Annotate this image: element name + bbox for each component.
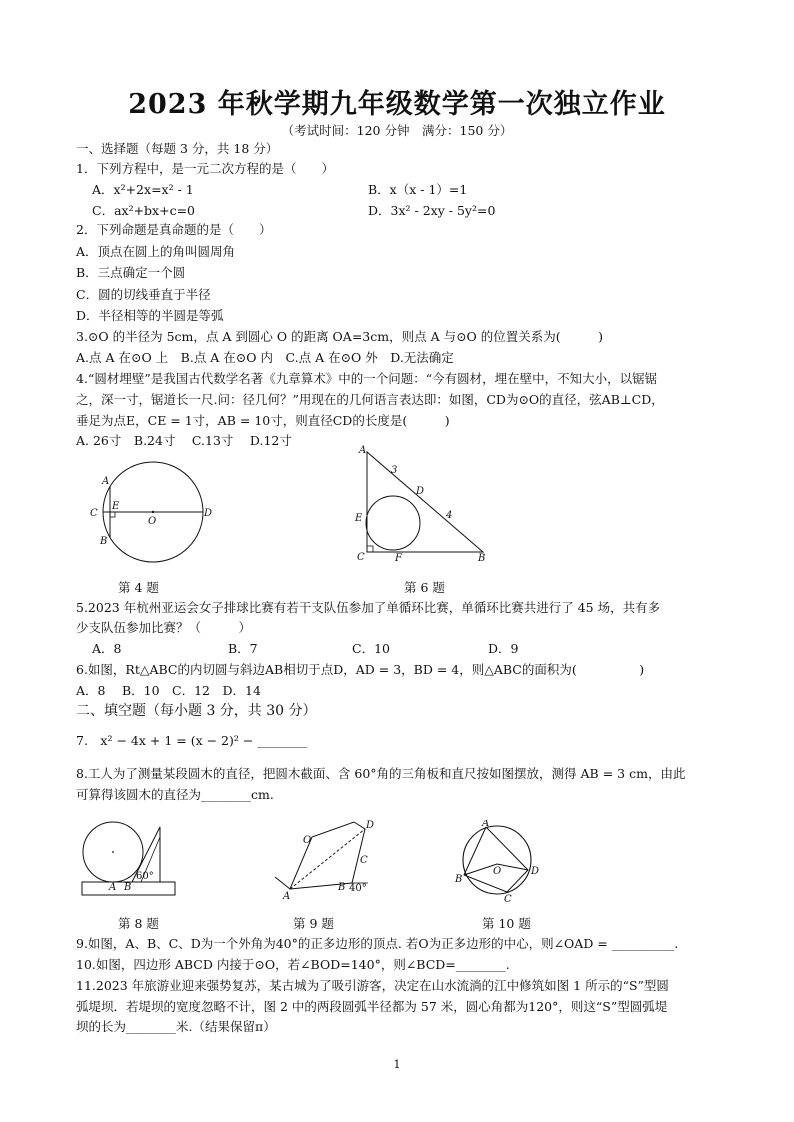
- label-a: A: [359, 445, 367, 456]
- q5-option-a: A．8: [92, 641, 122, 656]
- label-b: B: [100, 536, 108, 547]
- page-title: 2023 年秋学期九年级数学第一次独立作业: [128, 89, 666, 120]
- question-11-line-2: 弧堤坝．若堤坝的宽度忽略不计，图 2 中的两段圆弧半径都为 57 米，圆心角都为120°，则这“S”型圆弧堤: [76, 999, 668, 1014]
- label-c: C: [360, 855, 368, 866]
- q2-option-a: A．顶点在圆上的角叫圆周角: [76, 244, 236, 259]
- label-b: B: [455, 874, 463, 885]
- label-a: A: [283, 891, 291, 902]
- question-4-line-1: 4.“圆材埋壁”是我国古代数学名著《九章算术》中的一个问题：“今有圆材，埋在壁中，不知大小，以锯锯: [76, 371, 658, 386]
- label-a: A: [482, 820, 490, 829]
- label-e: E: [112, 501, 120, 512]
- label-a: A: [102, 476, 110, 487]
- q6-options: A．8 B．10 C．12 D．14: [76, 683, 261, 698]
- label-c: C: [90, 508, 98, 519]
- label-o: O: [148, 516, 157, 527]
- question-1: 1．下列方程中，是一元二次方程的是（ ）: [76, 161, 334, 176]
- q2-option-c: C．圆的切线垂直于半径: [76, 287, 211, 302]
- label-b: B: [478, 553, 486, 564]
- figure-q9-polygon: [270, 815, 385, 905]
- question-4-line-2: 之，深一寸，锯道长一尺.问：径几何？”用现在的几何语言表达即：如图，CD为⊙O的直径，弦AB⊥CD，: [76, 392, 664, 407]
- section-heading-choice: 一、选择题（每题 3 分，共 18 分）: [76, 141, 279, 156]
- question-11-line-3: 坝的长为________米.（结果保留π）: [76, 1019, 276, 1034]
- question-5-line-1: 5.2023 年杭州亚运会女子排球比赛有若干支队伍参加了单循环比赛，单循环比赛共进行了 45 场，共有多: [76, 600, 661, 615]
- label-b: B: [338, 882, 346, 893]
- q5-option-d: D．9: [488, 641, 519, 656]
- label-f: F: [395, 553, 402, 564]
- question-11-line-1: 11.2023 年旅游业迎来强势复苏，某古城为了吸引游客，决定在山水流淌的江中修筑如图 1 所示的“S”型圆: [76, 978, 669, 993]
- label-o: O: [303, 835, 312, 846]
- page-number: 1: [393, 1058, 401, 1071]
- label-40-degrees: 40°: [349, 883, 367, 894]
- label-d: D: [531, 866, 540, 877]
- question-5-line-2: 少支队伍参加比赛？（ ）: [76, 620, 252, 635]
- label-a: A: [109, 882, 117, 893]
- label-d: D: [416, 486, 425, 497]
- figure-q10-cyclic-quad: [455, 820, 540, 902]
- label-3: 3: [391, 465, 398, 476]
- question-3: 3.⊙O 的半径为 5cm，点 A 到圆心 O 的距离 OA=3cm，则点 A 与⊙O 的位置关系为( ): [76, 329, 604, 344]
- caption-fig8: 第 8 题: [118, 916, 159, 931]
- figure-q6-triangle: [350, 444, 495, 564]
- question-8-line-1: 8.工人为了测量某段圆木的直径，把圆木截面、含 60°角的三角板和直尺按如图摆放，测得 AB = 3 cm，由此: [76, 766, 686, 781]
- q3-options: A.点 A 在⊙O 上 B.点 A 在⊙O 内 C.点 A 在⊙O 外 D.无法确定: [76, 350, 454, 365]
- question-4-line-3: 垂足为点E，CE = 1寸，AB = 10寸，则直径CD的长度是( ): [76, 413, 450, 428]
- exam-info: （考试时间：120 分钟 满分：150 分）: [281, 123, 513, 138]
- label-4: 4: [446, 510, 453, 521]
- q4-options: A. 26寸 B.24寸 C.13寸 D.12寸: [76, 433, 292, 448]
- label-o: O: [493, 866, 502, 877]
- q1-option-d: D．3x² - 2xy - 5y²=0: [368, 203, 496, 218]
- question-7: 7. x² − 4x + 1 = (x − 2)² − ________: [76, 733, 308, 748]
- caption-fig4: 第 4 题: [118, 580, 159, 595]
- label-d: D: [204, 508, 213, 519]
- caption-fig9: 第 9 题: [293, 916, 334, 931]
- label-c: C: [504, 894, 512, 902]
- question-6: 6.如图，Rt△ABC的内切圆与斜边AB相切于点D，AD = 3，BD = 4，则△ABC的面积为( ): [76, 662, 645, 677]
- label-60-degrees: 60°: [136, 871, 154, 882]
- label-b: B: [124, 882, 132, 893]
- question-10: 10.如图，四边形 ABCD 内接于⊙O，若∠BOD=140°，则∠BCD=________.: [76, 957, 510, 972]
- caption-fig6: 第 6 题: [404, 580, 445, 595]
- q1-option-c: C．ax²+bx+c=0: [92, 203, 196, 218]
- question-9: 9.如图，A、B、C、D为一个外角为40°的正多边形的顶点. 若O为正多边形的中心，则∠OAD = __________.: [76, 936, 679, 951]
- figure-q4-circle: [86, 460, 226, 570]
- section-heading-fill: 二、填空题（每小题 3 分，共 30 分）: [76, 703, 317, 719]
- caption-fig10: 第 10 题: [482, 916, 531, 931]
- q1-option-b: B．x（x - 1）=1: [368, 182, 468, 197]
- q2-option-b: B．三点确定一个圆: [76, 265, 186, 280]
- q5-option-b: B．7: [228, 641, 258, 656]
- label-d: D: [366, 820, 375, 831]
- question-2: 2．下列命题是真命题的是（ ）: [76, 222, 272, 237]
- figure-q8-log-ruler: [80, 815, 190, 900]
- label-e: E: [355, 513, 363, 524]
- label-c: C: [357, 552, 365, 563]
- q5-option-c: C．10: [352, 641, 390, 656]
- q2-option-d: D．半径相等的半圆是等弧: [76, 308, 224, 323]
- question-8-line-2: 可算得该圆木的直径为________cm.: [76, 787, 274, 802]
- q1-option-a: A．x²+2x=x² - 1: [92, 182, 194, 197]
